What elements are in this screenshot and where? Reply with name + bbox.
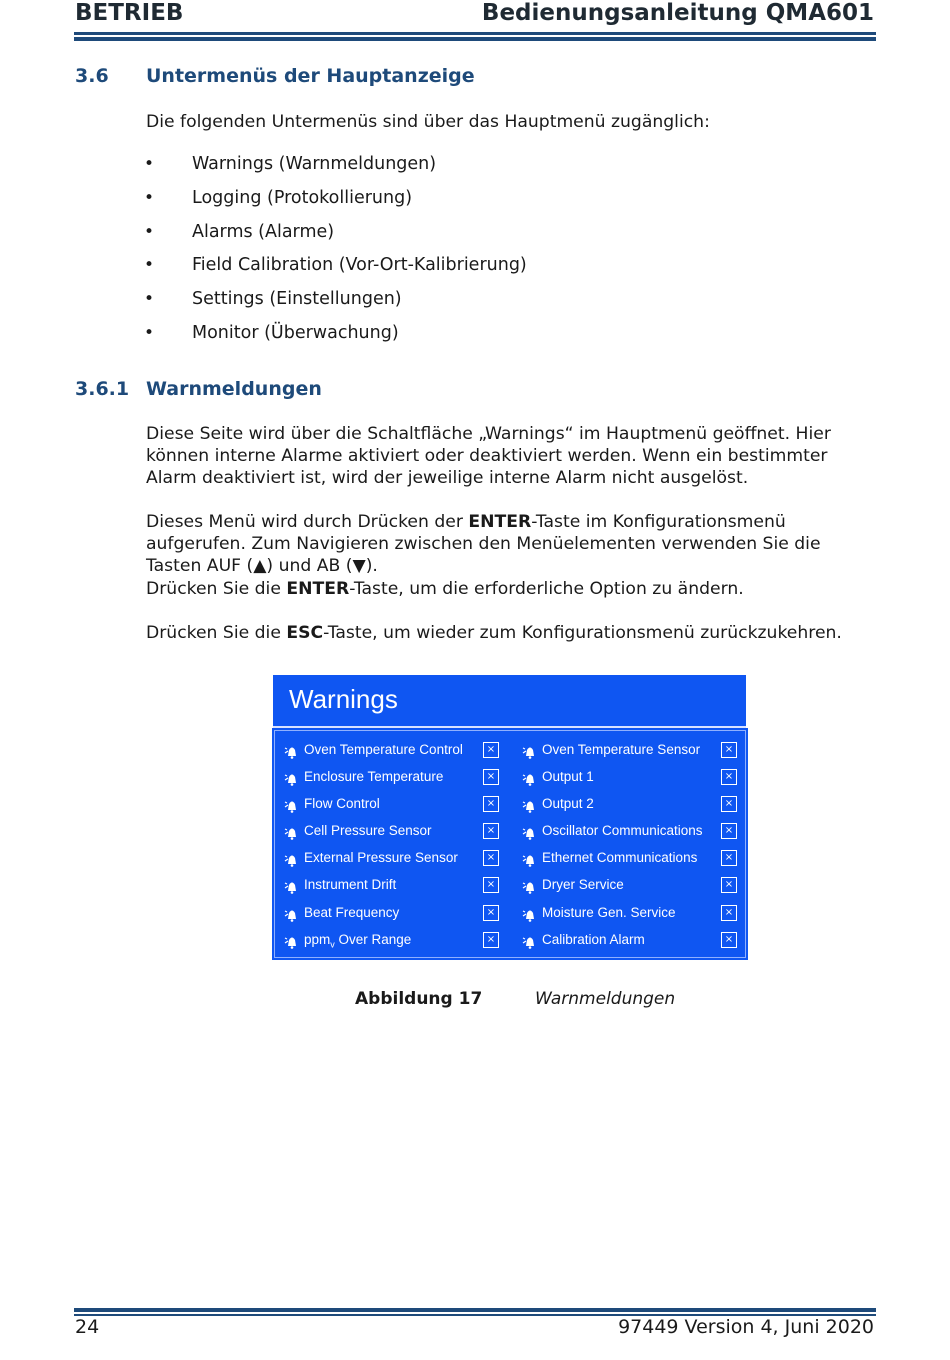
warning-label: Oscillator Communications: [542, 823, 703, 838]
warnings-screen-title: Warnings: [289, 684, 398, 714]
warning-bell-icon: [284, 770, 300, 786]
section-heading: [0, 65, 950, 91]
ppm-subscript: v: [330, 939, 335, 950]
bullet-marker: •: [144, 188, 155, 208]
text: Drücken Sie die: [146, 623, 287, 643]
enter-key-label: ENTER: [468, 512, 532, 532]
warning-checkbox[interactable]: ×: [483, 769, 499, 785]
warning-label: Calibration Alarm: [542, 932, 645, 947]
list-item: Monitor (Überwachung): [192, 323, 399, 343]
warning-bell-icon: [284, 933, 300, 949]
header-document-title: Bedienungsanleitung QMA601: [481, 0, 874, 26]
text: Drücken Sie die: [146, 579, 287, 599]
warning-checkbox[interactable]: ×: [483, 877, 499, 893]
text: -Taste im Konfigurationsmenü aufgerufen. Zum Navigieren zwischen den Menüelementen verwenden Sie die Tasten AUF (: [146, 512, 821, 576]
warnings-screen: [272, 728, 748, 960]
list-item: Field Calibration (Vor-Ort-Kalibrierung): [192, 255, 527, 275]
warning-item-beat-frequency[interactable]: [284, 903, 506, 925]
warning-label: Beat Frequency: [304, 905, 400, 920]
header-section-label: BETRIEB: [75, 0, 184, 26]
down-arrow-icon: ▼: [352, 556, 366, 576]
text: ).: [365, 556, 378, 576]
warning-bell-icon: [522, 824, 538, 840]
warning-checkbox[interactable]: ×: [721, 905, 737, 921]
warning-item-ethernet-communications[interactable]: [522, 848, 744, 870]
warning-bell-icon: [284, 743, 300, 759]
list-item: Warnings (Warnmeldungen): [192, 154, 437, 174]
warning-label: Oven Temperature Sensor: [542, 742, 701, 757]
warning-label: Oven Temperature Control: [304, 742, 463, 757]
page-number: 24: [75, 1316, 100, 1338]
warning-item-instrument-drift[interactable]: [284, 875, 506, 897]
warning-bell-icon: [284, 797, 300, 813]
list-item: Logging (Protokollierung): [192, 188, 413, 208]
text: -Taste, um die erforderliche Option zu ändern.: [349, 579, 744, 599]
warning-bell-icon: [284, 878, 300, 894]
warning-label: Moisture Gen. Service: [542, 905, 676, 920]
warning-checkbox[interactable]: ×: [483, 796, 499, 812]
warning-bell-icon: [284, 824, 300, 840]
warning-label: Instrument Drift: [304, 877, 397, 892]
warning-bell-icon: [284, 906, 300, 922]
text: -Taste, um wieder zum Konfigurationsmenü zurückzukehren.: [323, 623, 842, 643]
enter-key-label: ENTER: [286, 579, 350, 599]
warning-label: Output 1: [542, 769, 594, 784]
text: ) und AB (: [266, 556, 353, 576]
subsection-heading: [0, 378, 950, 404]
warning-item-oven-temperature-sensor[interactable]: [522, 740, 744, 762]
warning-label: Flow Control: [304, 796, 380, 811]
bullet-marker: •: [144, 255, 155, 275]
warning-item-oven-temperature-control[interactable]: [284, 740, 506, 762]
warning-label: Output 2: [542, 796, 594, 811]
warning-bell-icon: [284, 851, 300, 867]
list-item: Alarms (Alarme): [192, 222, 335, 242]
header-rule: [74, 32, 876, 35]
warning-checkbox[interactable]: ×: [721, 850, 737, 866]
warning-checkbox[interactable]: ×: [721, 769, 737, 785]
warning-checkbox[interactable]: ×: [483, 850, 499, 866]
ppm-label: ppm: [304, 932, 331, 947]
warning-checkbox[interactable]: ×: [483, 905, 499, 921]
warning-checkbox[interactable]: ×: [483, 932, 499, 948]
warning-label: Cell Pressure Sensor: [304, 823, 432, 838]
warning-label: Dryer Service: [542, 877, 624, 892]
warnings-panel: [274, 730, 746, 958]
warning-label: Ethernet Communications: [542, 850, 698, 865]
over-range-label: Over Range: [338, 932, 412, 947]
list-item: Settings (Einstellungen): [192, 289, 402, 309]
warning-item-enclosure-temperature[interactable]: [284, 767, 506, 789]
esc-key-label: ESC: [286, 623, 324, 643]
warning-item-output-1[interactable]: [522, 767, 744, 789]
warning-item-external-pressure-sensor[interactable]: [284, 848, 506, 870]
text: Dieses Menü wird durch Drücken der: [146, 512, 469, 532]
warning-item-dryer-service[interactable]: [522, 875, 744, 897]
warning-bell-icon: [522, 933, 538, 949]
warning-checkbox[interactable]: ×: [483, 742, 499, 758]
paragraph-navigation: [146, 511, 881, 577]
warning-bell-icon: [522, 851, 538, 867]
bullet-marker: •: [144, 154, 155, 174]
paragraph-esc: [146, 622, 881, 644]
warning-checkbox[interactable]: ×: [721, 796, 737, 812]
paragraph-enter: [146, 578, 881, 600]
up-arrow-icon: ▲: [253, 556, 267, 576]
figure-caption: Warnmeldungen: [535, 989, 676, 1009]
section-title: Untermenüs der Hauptanzeige: [146, 65, 475, 87]
footer-rule-thick: [74, 1308, 876, 1312]
document-version: 97449 Version 4, Juni 2020: [618, 1316, 874, 1338]
subsection-number: 3.6.1: [75, 378, 130, 400]
warning-bell-icon: [522, 906, 538, 922]
warning-item-output-2[interactable]: [522, 794, 744, 816]
section-number: 3.6: [75, 65, 109, 87]
warning-checkbox[interactable]: ×: [721, 877, 737, 893]
warning-item-oscillator-communications[interactable]: [522, 821, 744, 843]
warning-checkbox[interactable]: ×: [721, 823, 737, 839]
subsection-title: Warnmeldungen: [146, 378, 322, 400]
header-rule-thick: [74, 37, 876, 41]
warning-item-moisture-gen-service[interactable]: [522, 903, 744, 925]
warnings-screen-header: [273, 675, 746, 728]
warning-checkbox[interactable]: ×: [483, 823, 499, 839]
paragraph-description: Diese Seite wird über die Schaltfläche „Warnings“ im Hauptmenü geöffnet. Hier können interne Alarme aktiviert oder deaktiviert werden. Wenn ein bestimmter Alarm deaktiviert ist, wird der jeweilige interne Alarm nicht ausgelöst.: [146, 424, 831, 488]
warning-item-calibration-alarm[interactable]: [522, 930, 744, 952]
warning-checkbox[interactable]: ×: [721, 742, 737, 758]
bullet-marker: •: [144, 222, 155, 242]
section-intro: Die folgenden Untermenüs sind über das Hauptmenü zugänglich:: [146, 112, 710, 132]
warning-bell-icon: [522, 770, 538, 786]
bullet-marker: •: [144, 289, 155, 309]
warning-label: Enclosure Temperature: [304, 769, 444, 784]
warning-label: [304, 932, 411, 950]
warning-bell-icon: [522, 878, 538, 894]
figure-number: Abbildung 17: [355, 989, 483, 1009]
warning-bell-icon: [522, 797, 538, 813]
warning-item-flow-control[interactable]: [284, 794, 506, 816]
warning-item-cell-pressure-sensor[interactable]: [284, 821, 506, 843]
bullet-marker: •: [144, 323, 155, 343]
warning-bell-icon: [522, 743, 538, 759]
warning-label: External Pressure Sensor: [304, 850, 458, 865]
warning-item-ppm-over-range[interactable]: [284, 930, 506, 952]
warning-checkbox[interactable]: ×: [721, 932, 737, 948]
